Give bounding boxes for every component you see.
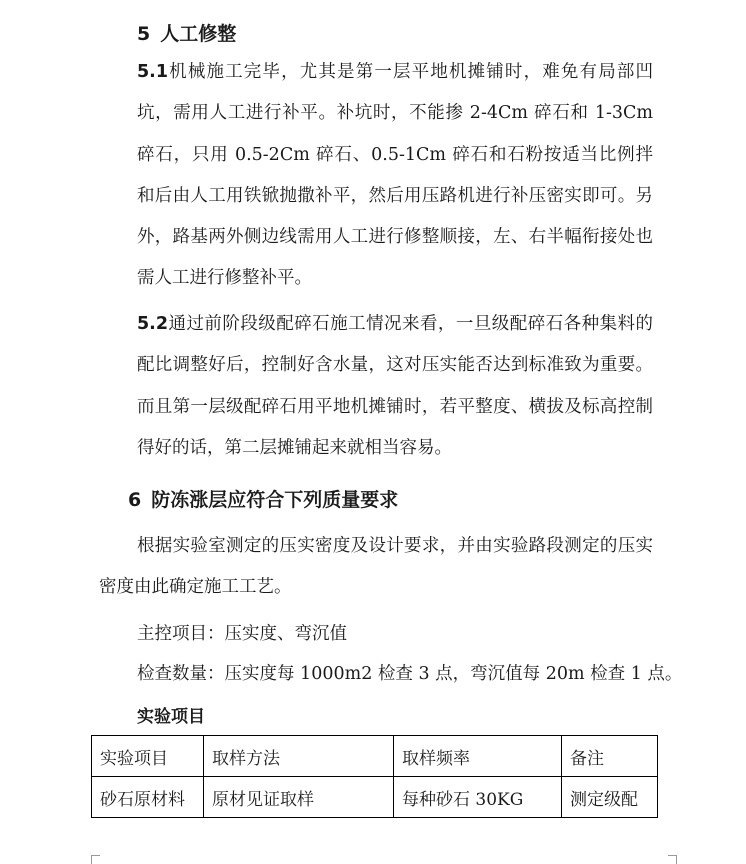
section-6-number: 6 (128, 489, 142, 511)
section-6-heading (128, 485, 398, 512)
paragraph-5-2-text: 通过前阶段级配碎石施工情况来看，一旦级配碎石各种集料的配比调整好后，控制好含水量，这对压实能否达到标准致为重要。而且第一层级配碎石用平地机摊铺时，若平整度、横拔及标高控制得好的话，第二层摊铺起来就相当容易。 (137, 314, 653, 458)
table-row (92, 777, 658, 818)
inspection-quantity: 检查数量：压实度每 1000m2 检查 3 点，弯沉值每 20m 检查 1 点。 (137, 664, 683, 684)
table-header-row (92, 736, 658, 777)
paragraph-6-intro (99, 526, 653, 609)
table-header-cell: 取样频率 (394, 736, 562, 777)
paragraph-5-1 (137, 52, 653, 300)
section-5-heading (137, 19, 236, 46)
table-cell: 原材见证取样 (204, 777, 394, 818)
paragraph-5-2 (137, 304, 653, 469)
table-title: 实验项目 (137, 707, 205, 727)
paragraph-5-2-number: 5.2 (137, 314, 169, 334)
section-6-title: 防冻涨层应符合下列质量要求 (151, 489, 399, 511)
table-cell: 砂石原材料 (92, 777, 204, 818)
table-header-cell: 取样方法 (204, 736, 394, 777)
test-items-table (91, 735, 658, 818)
table-header-cell: 实验项目 (92, 736, 204, 777)
paragraph-5-1-text: 机械施工完毕，尤其是第一层平地机摊铺时，难免有局部凹坑，需用人工进行补平。补坑时，不能掺 2-4Cm 碎石和 1-3Cm 碎石，只用 0.5-2Cm 碎石、0.5-1Cm 碎石和石粉按适当比例拌和后由人工用铁锨抛撒补平，然后用压路机进行补压密实即可。另外，路基两外侧边线需用人工进行修整顺接，左、右半幅衔接处也需人工进行修整补平。 (137, 62, 653, 289)
table-cell: 每种砂石 30KG (394, 777, 562, 818)
section-5-title: 人工修整 (160, 23, 237, 45)
main-control-items: 主控项目：压实度、弯沉值 (137, 624, 347, 644)
section-5-number: 5 (137, 23, 151, 45)
paragraph-5-1-number: 5.1 (137, 62, 169, 82)
paragraph-6-intro-text: 根据实验室测定的压实密度及设计要求，并由实验路段测定的压实密度由此确定施工工艺。 (99, 536, 653, 598)
table-cell: 测定级配 (562, 777, 658, 818)
table-header-cell: 备注 (562, 736, 658, 777)
